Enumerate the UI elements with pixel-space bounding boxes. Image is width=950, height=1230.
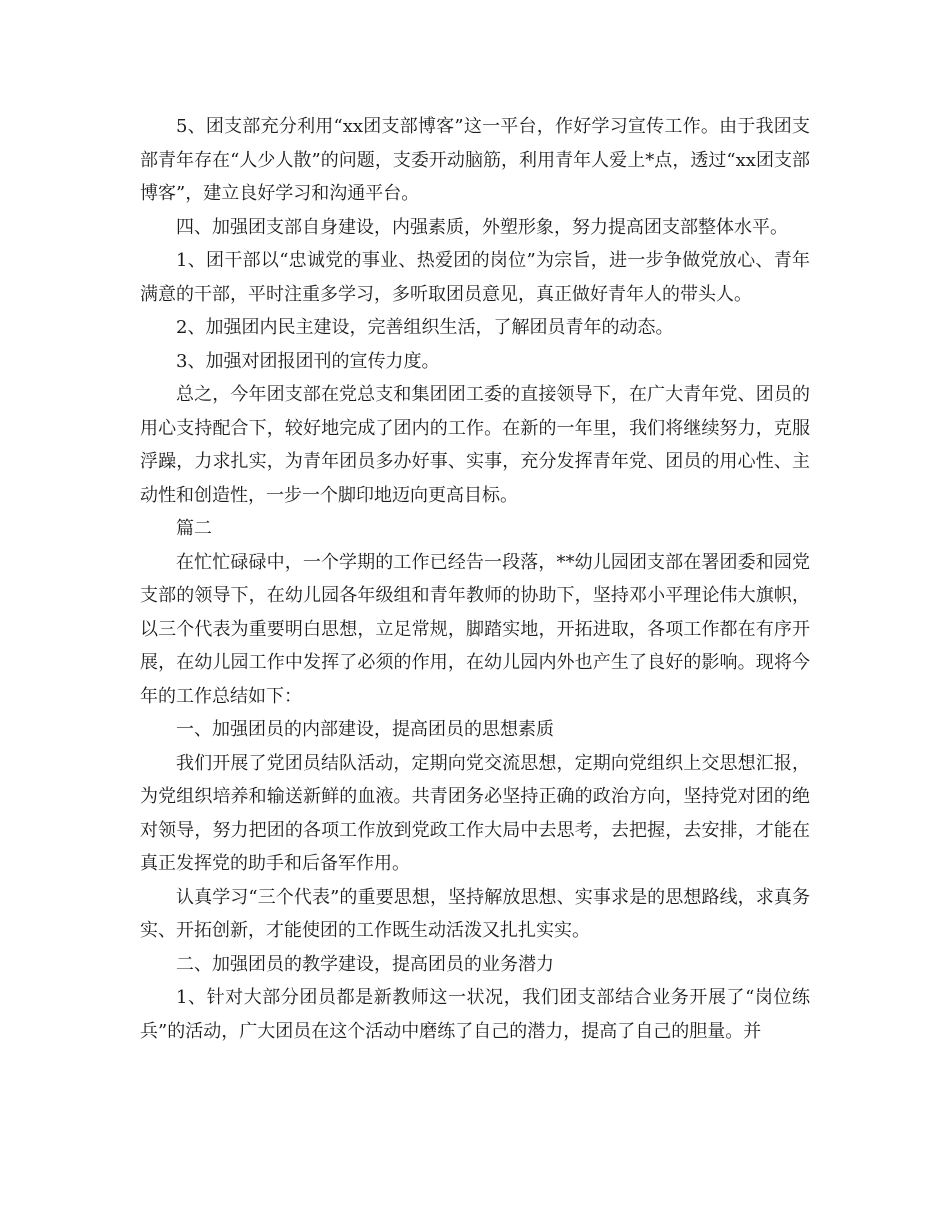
paragraph-party-pairing: 我们开展了党团员结队活动，定期向党交流思想，定期向党组织上交思想汇报，为党组织培养和输送新鲜的血液。共青团务必坚持正确的政治方向，坚持党对团的绝对领导，努力把团的各项工作放到党政工作大局中去思考，去把握，去安排，才能在真正发挥党的助手和后备军作用。 <box>140 752 810 874</box>
paragraph-kindergarten-intro: 在忙忙碌碌中，一个学期的工作已经告一段落，**幼儿园团支部在署团委和园党支部的领导下，在幼儿园各年级组和青年教师的协助下，坚持邓小平理论伟大旗帜，以三个代表为重要明白思想，立足常规，脚踏实地，开拓进取，各项工作都在有序开展，在幼儿园工作中发挥了必须的作用，在幼儿园内外也产生了良好的影响。现将今年的工作总结如下： <box>140 551 810 707</box>
paragraph-cadre-purpose: 1、团干部以“忠诚党的事业、热爱团的岗位”为宗旨，进一步争做党放心、青年满意的干部，平时注重多学习，多听取团员意见，真正做好青年人的带头人。 <box>140 250 810 305</box>
section-title-part-two: 篇二 <box>176 518 212 539</box>
paragraph-three-represents: 认真学习“三个代表”的重要思想，坚持解放思想、实事求是的思想路线，求真务实、开拓创新，才能使团的工作既生动活泼又扎扎实实。 <box>140 886 810 941</box>
paragraph-new-teachers: 1、针对大部分团员都是新教师这一状况，我们团支部结合业务开展了“岗位练兵”的活动，广大团员在这个活动中磨练了自己的潜力，提高了自己的胆量。并 <box>140 987 810 1042</box>
heading-internal-construction: 一、加强团员的内部建设，提高团员的思想素质 <box>176 719 554 740</box>
heading-self-construction: 四、加强团支部自身建设，内强素质，外塑形象，努力提高团支部整体水平。 <box>176 216 788 238</box>
paragraph-blog-platform: 5、团支部充分利用“xx团支部博客”这一平台，作好学习宣传工作。由于我团支部青年存在“人少人散”的问题，支委开动脑筋，利用青年人爱上*点，透过“xx团支部博客”，建立良好学习和沟通平台。 <box>140 116 810 204</box>
paragraph-publicity: 3、加强对团报团刊的宣传力度。 <box>176 350 440 372</box>
paragraph-summary: 总之，今年团支部在党总支和集团团工委的直接领导下，在广大青年党、团员的用心支持配合下，较好地完成了团内的工作。在新的一年里，我们将继续努力，克服浮躁，力求扎实，为青年团员多办好事、实事，充分发挥青年党、团员的用心性、主动性和创造性，一步一个脚印地迈向更高目标。 <box>140 384 810 506</box>
document-body <box>140 110 810 1048</box>
heading-teaching-construction: 二、加强团员的教学建设，提高团员的业务潜力 <box>176 953 554 975</box>
paragraph-democracy: 2、加强团内民主建设，完善组织生活，了解团员青年的动态。 <box>176 317 674 338</box>
